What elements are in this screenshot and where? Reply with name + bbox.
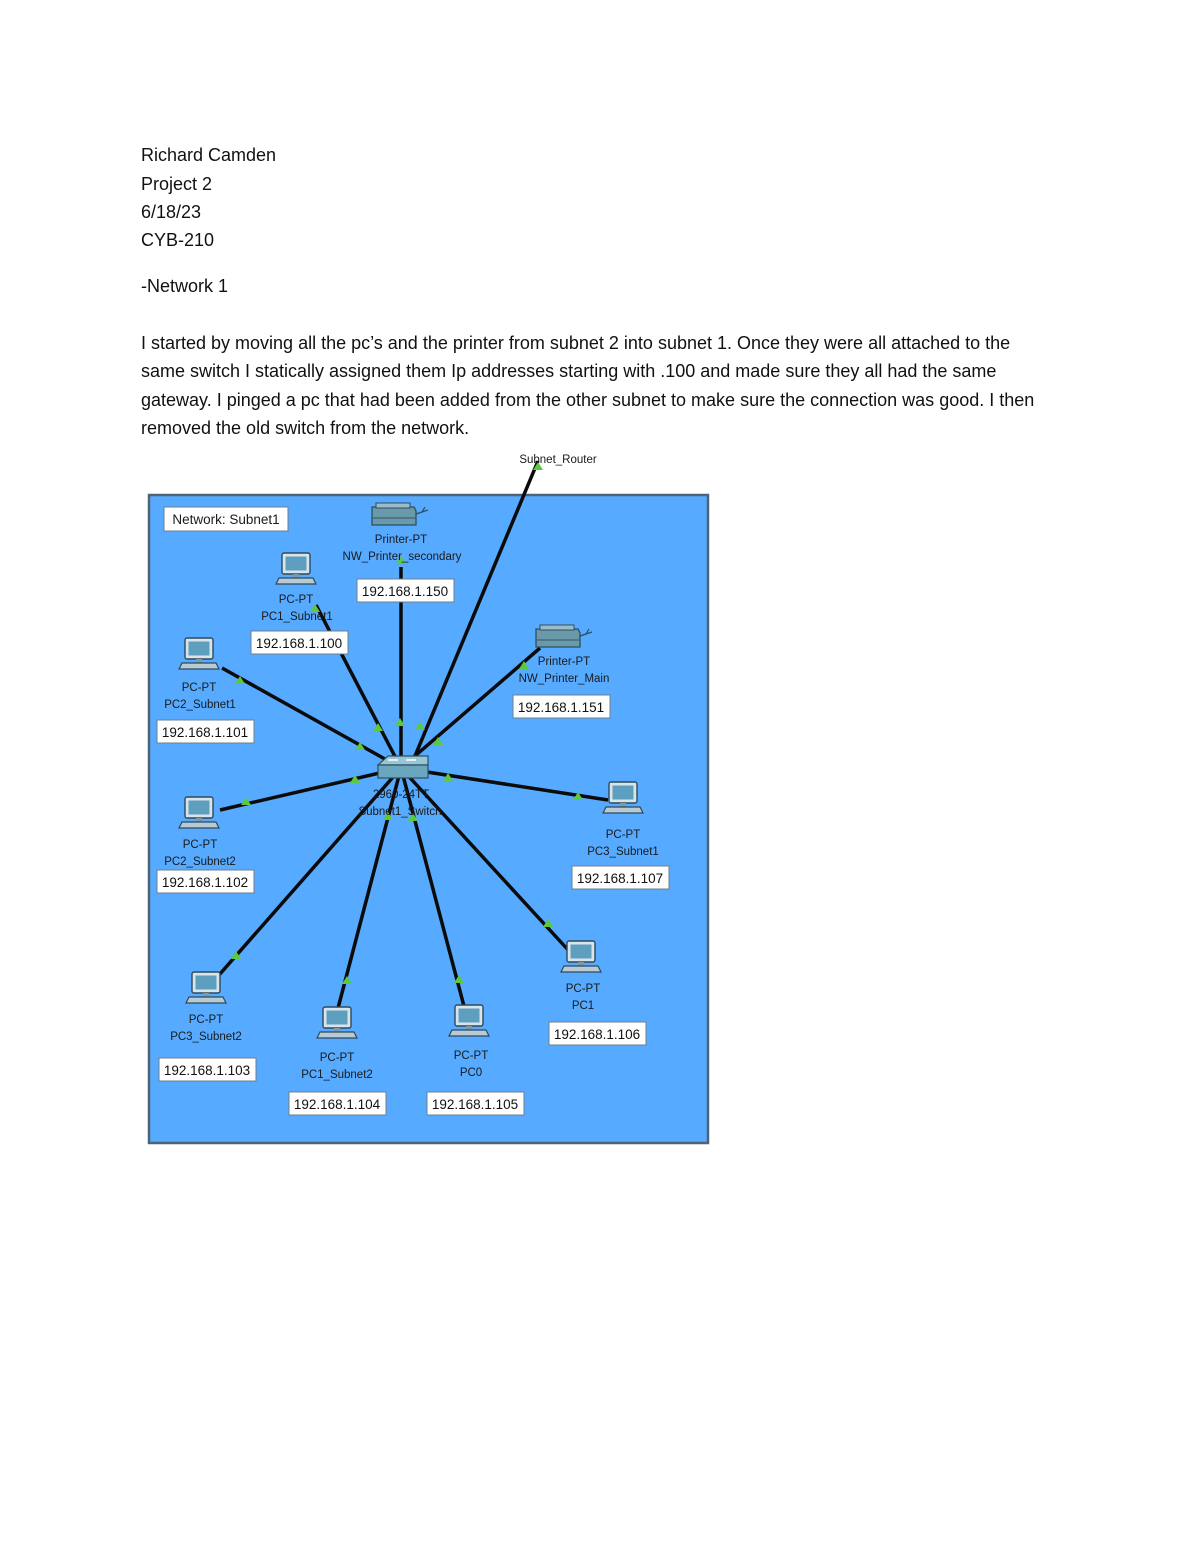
ip-address: 192.168.1.105 <box>431 1097 519 1112</box>
ip-address: 192.168.1.150 <box>361 584 449 599</box>
ip-address: 192.168.1.106 <box>553 1027 641 1042</box>
description-paragraph: I started by moving all the pc’s and the printer from subnet 2 into subnet 1. Once they were all attached to the same switch I statically assigned them Ip addresses starting with .100 and made sure they all had the same gateway. I pinged a pc that had been added from the other subnet to make sure the connection was good. I then removed the old switch from the network. <box>141 333 1035 439</box>
pc-icon <box>561 941 601 972</box>
switch-icon <box>378 756 428 778</box>
device-name-label: PC2_Subnet1 <box>164 699 236 711</box>
switch-model-label: 2960-24TT <box>372 789 430 801</box>
device-type-label: PC-PT <box>278 594 314 606</box>
device-type-label: Printer-PT <box>537 656 591 668</box>
device-type-label: PC-PT <box>565 983 601 995</box>
ip-address: 192.168.1.151 <box>517 700 605 715</box>
device-name-label: NW_Printer_Main <box>518 673 610 685</box>
project-title: Project 2 <box>141 174 213 194</box>
device-name-label: PC1 <box>571 1000 595 1012</box>
course-code: CYB-210 <box>141 230 215 250</box>
document-date: 6/18/23 <box>141 202 202 222</box>
ip-address: 192.168.1.104 <box>293 1097 381 1112</box>
author-name: Richard Camden <box>141 145 277 165</box>
device-name-label: PC1_Subnet2 <box>301 1069 373 1081</box>
pc-icon <box>186 972 226 1003</box>
switch-name-label: Subnet1_Switch <box>358 806 442 818</box>
device-type-label: PC-PT <box>188 1014 224 1026</box>
device-name-label: PC3_Subnet1 <box>587 846 659 858</box>
device-type-label: PC-PT <box>453 1050 489 1062</box>
device-name-label: PC0 <box>459 1067 483 1079</box>
device-type-label: PC-PT <box>182 839 218 851</box>
device-type-label: PC-PT <box>319 1052 355 1064</box>
ip-address: 192.168.1.101 <box>161 725 249 740</box>
device-type-label: Printer-PT <box>374 534 428 546</box>
device-name-label: PC3_Subnet2 <box>170 1031 242 1043</box>
network-label: Network: Subnet1 <box>172 512 280 527</box>
pc-icon <box>449 1005 489 1036</box>
pc-icon <box>317 1007 357 1038</box>
ip-address: 192.168.1.107 <box>576 871 664 886</box>
router-label: Subnet_Router <box>519 454 597 466</box>
device-name-label: PC2_Subnet2 <box>164 856 236 868</box>
pc-icon <box>179 638 219 669</box>
device-type-label: PC-PT <box>605 829 641 841</box>
pc-icon <box>276 553 316 584</box>
pc-icon <box>179 797 219 828</box>
ip-address: 192.168.1.103 <box>163 1063 251 1078</box>
ip-address: 192.168.1.100 <box>255 636 343 651</box>
ip-address: 192.168.1.102 <box>161 875 249 890</box>
device-name-label: PC1_Subnet1 <box>261 611 333 623</box>
pc-icon <box>603 782 643 813</box>
device-type-label: PC-PT <box>181 682 217 694</box>
section-title: -Network 1 <box>141 276 229 296</box>
device-name-label: NW_Printer_secondary <box>342 551 462 563</box>
